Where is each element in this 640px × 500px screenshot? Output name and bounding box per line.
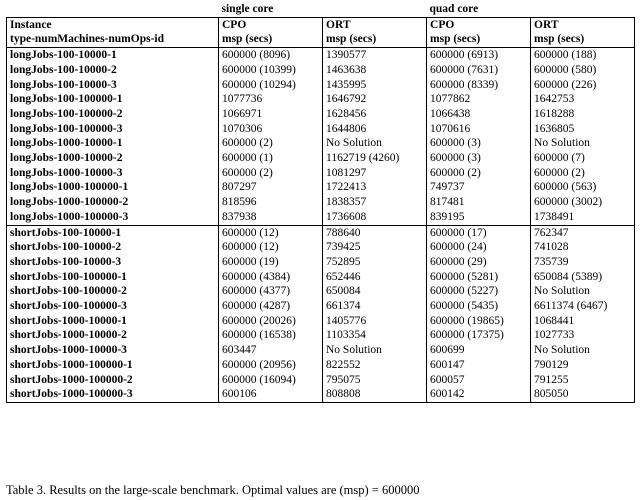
subheader-sc-cpo-unit: msp (secs) bbox=[219, 32, 323, 47]
cell-quad-core-cpo: 600000 (24) bbox=[427, 240, 531, 255]
cell-instance: longJobs-100-10000-3 bbox=[7, 78, 219, 93]
cell-single-core-cpo: 600000 (16538) bbox=[219, 328, 323, 343]
header-row-2 bbox=[7, 32, 635, 47]
table-row bbox=[7, 270, 635, 285]
cell-single-core-ort: 1463638 bbox=[323, 63, 427, 78]
cell-quad-core-cpo: 600000 (3) bbox=[427, 151, 531, 166]
cell-quad-core-cpo: 600000 (3) bbox=[427, 136, 531, 151]
cell-instance: longJobs-100-100000-3 bbox=[7, 122, 219, 137]
cell-quad-core-ort: 790129 bbox=[531, 358, 635, 373]
cell-quad-core-ort: 1636805 bbox=[531, 122, 635, 137]
cell-quad-core-cpo: 600057 bbox=[427, 373, 531, 388]
cell-instance: longJobs-100-10000-1 bbox=[7, 48, 219, 63]
group-header-quad-core: quad core bbox=[429, 3, 479, 15]
cell-single-core-cpo: 600106 bbox=[219, 387, 323, 402]
cell-single-core-cpo: 600000 (10294) bbox=[219, 78, 323, 93]
cell-single-core-cpo: 1066971 bbox=[219, 107, 323, 122]
cell-single-core-cpo: 600000 (4384) bbox=[219, 270, 323, 285]
cell-single-core-ort: 795075 bbox=[323, 373, 427, 388]
cell-instance: longJobs-1000-100000-1 bbox=[7, 180, 219, 195]
cell-single-core-ort: 788640 bbox=[323, 225, 427, 240]
cell-quad-core-ort: 735739 bbox=[531, 255, 635, 270]
cell-instance: shortJobs-100-10000-2 bbox=[7, 240, 219, 255]
cell-single-core-ort: 1390577 bbox=[323, 48, 427, 63]
cell-single-core-ort: 1162719 (4260) bbox=[323, 151, 427, 166]
paper-page bbox=[0, 2, 640, 500]
subheader-sc-ort-unit: msp (secs) bbox=[323, 32, 427, 47]
cell-single-core-ort: 652446 bbox=[323, 270, 427, 285]
cell-instance: shortJobs-1000-100000-1 bbox=[7, 358, 219, 373]
cell-instance: longJobs-1000-10000-2 bbox=[7, 151, 219, 166]
table-row bbox=[7, 387, 635, 402]
table-row bbox=[7, 78, 635, 93]
cell-quad-core-cpo: 1077862 bbox=[427, 92, 531, 107]
cell-single-core-ort: 1405776 bbox=[323, 314, 427, 329]
cell-quad-core-cpo: 600699 bbox=[427, 343, 531, 358]
cell-single-core-ort: 1838357 bbox=[323, 195, 427, 210]
cell-single-core-cpo: 600000 (12) bbox=[219, 225, 323, 240]
table-row bbox=[7, 373, 635, 388]
cell-single-core-cpo: 600000 (2) bbox=[219, 136, 323, 151]
cell-quad-core-cpo: 600000 (7631) bbox=[427, 63, 531, 78]
cell-instance: longJobs-1000-10000-3 bbox=[7, 166, 219, 181]
cell-quad-core-cpo: 600000 (5281) bbox=[427, 270, 531, 285]
cell-instance: shortJobs-1000-10000-2 bbox=[7, 328, 219, 343]
header-sc-cpo: CPO bbox=[219, 17, 323, 32]
cell-quad-core-ort: 600000 (580) bbox=[531, 63, 635, 78]
cell-single-core-ort: 808808 bbox=[323, 387, 427, 402]
cell-quad-core-cpo: 600000 (19865) bbox=[427, 314, 531, 329]
cell-quad-core-ort: 1618288 bbox=[531, 107, 635, 122]
cell-single-core-cpo: 600000 (16094) bbox=[219, 373, 323, 388]
cell-single-core-ort: 752895 bbox=[323, 255, 427, 270]
cell-quad-core-ort: 791255 bbox=[531, 373, 635, 388]
table-row bbox=[7, 255, 635, 270]
cell-single-core-ort: 1736608 bbox=[323, 210, 427, 225]
table-caption: Table 3. Results on the large-scale benchmark. Optimal values are (msp) = 600000 bbox=[6, 483, 420, 497]
cell-single-core-ort: 822552 bbox=[323, 358, 427, 373]
table-row bbox=[7, 314, 635, 329]
cell-quad-core-cpo: 749737 bbox=[427, 180, 531, 195]
subheader-qc-ort-unit: msp (secs) bbox=[531, 32, 635, 47]
cell-single-core-cpo: 600000 (2) bbox=[219, 166, 323, 181]
cell-quad-core-cpo: 600000 (17) bbox=[427, 225, 531, 240]
cell-single-core-cpo: 600000 (20026) bbox=[219, 314, 323, 329]
table-row bbox=[7, 210, 635, 225]
cell-instance: longJobs-100-100000-1 bbox=[7, 92, 219, 107]
table-row bbox=[7, 92, 635, 107]
cell-instance: longJobs-1000-100000-2 bbox=[7, 195, 219, 210]
cell-single-core-cpo: 603447 bbox=[219, 343, 323, 358]
cell-instance: shortJobs-1000-100000-3 bbox=[7, 387, 219, 402]
cell-instance: shortJobs-1000-10000-3 bbox=[7, 343, 219, 358]
cell-quad-core-cpo: 600147 bbox=[427, 358, 531, 373]
cell-single-core-ort: 661374 bbox=[323, 299, 427, 314]
cell-single-core-ort: No Solution bbox=[323, 136, 427, 151]
subheader-qc-cpo-unit: msp (secs) bbox=[427, 32, 531, 47]
group-header-single-core: single core bbox=[221, 3, 274, 15]
cell-single-core-cpo: 600000 (4377) bbox=[219, 284, 323, 299]
table-row bbox=[7, 180, 635, 195]
cell-single-core-cpo: 600000 (10399) bbox=[219, 63, 323, 78]
results-table bbox=[6, 2, 635, 403]
cell-quad-core-cpo: 600142 bbox=[427, 387, 531, 402]
cell-quad-core-ort: 1738491 bbox=[531, 210, 635, 225]
cell-quad-core-cpo: 839195 bbox=[427, 210, 531, 225]
header-qc-ort: ORT bbox=[531, 17, 635, 32]
table-row bbox=[7, 48, 635, 63]
cell-single-core-cpo: 600000 (8096) bbox=[219, 48, 323, 63]
cell-single-core-ort: 1644806 bbox=[323, 122, 427, 137]
cell-single-core-cpo: 807297 bbox=[219, 180, 323, 195]
cell-single-core-ort: 1103354 bbox=[323, 328, 427, 343]
cell-instance: shortJobs-100-10000-3 bbox=[7, 255, 219, 270]
cell-instance: longJobs-100-100000-2 bbox=[7, 107, 219, 122]
cell-quad-core-ort: No Solution bbox=[531, 343, 635, 358]
cell-quad-core-ort: 741028 bbox=[531, 240, 635, 255]
cell-instance: shortJobs-1000-10000-1 bbox=[7, 314, 219, 329]
cell-single-core-ort: 739425 bbox=[323, 240, 427, 255]
cell-quad-core-ort: 600000 (226) bbox=[531, 78, 635, 93]
table-row bbox=[7, 225, 635, 240]
header-qc-cpo: CPO bbox=[427, 17, 531, 32]
cell-single-core-cpo: 1070306 bbox=[219, 122, 323, 137]
cell-single-core-ort: 1628456 bbox=[323, 107, 427, 122]
cell-quad-core-ort: 6611374 (6467) bbox=[531, 299, 635, 314]
cell-single-core-ort: 1081297 bbox=[323, 166, 427, 181]
cell-quad-core-ort: 600000 (2) bbox=[531, 166, 635, 181]
table-row bbox=[7, 358, 635, 373]
subheader-instance-format: type-numMachines-numOps-id bbox=[7, 32, 219, 47]
table-row bbox=[7, 151, 635, 166]
table-row bbox=[7, 195, 635, 210]
cell-single-core-ort: No Solution bbox=[323, 343, 427, 358]
cell-quad-core-cpo: 600000 (5435) bbox=[427, 299, 531, 314]
cell-quad-core-cpo: 1070616 bbox=[427, 122, 531, 137]
group-header-row bbox=[7, 2, 635, 17]
group-header-blank bbox=[7, 2, 219, 17]
cell-instance: shortJobs-100-100000-1 bbox=[7, 270, 219, 285]
cell-single-core-cpo: 837938 bbox=[219, 210, 323, 225]
cell-instance: shortJobs-100-100000-3 bbox=[7, 299, 219, 314]
cell-single-core-cpo: 600000 (20956) bbox=[219, 358, 323, 373]
table-row bbox=[7, 63, 635, 78]
cell-quad-core-cpo: 600000 (2) bbox=[427, 166, 531, 181]
cell-quad-core-ort: 805050 bbox=[531, 387, 635, 402]
cell-quad-core-cpo: 600000 (5227) bbox=[427, 284, 531, 299]
table-row bbox=[7, 107, 635, 122]
cell-single-core-ort: 1722413 bbox=[323, 180, 427, 195]
cell-single-core-cpo: 1077736 bbox=[219, 92, 323, 107]
header-sc-ort: ORT bbox=[323, 17, 427, 32]
cell-quad-core-ort: 1642753 bbox=[531, 92, 635, 107]
cell-quad-core-cpo: 600000 (6913) bbox=[427, 48, 531, 63]
cell-quad-core-cpo: 600000 (29) bbox=[427, 255, 531, 270]
cell-instance: shortJobs-1000-100000-2 bbox=[7, 373, 219, 388]
cell-instance: shortJobs-100-10000-1 bbox=[7, 225, 219, 240]
cell-quad-core-cpo: 1066438 bbox=[427, 107, 531, 122]
cell-instance: longJobs-100-10000-2 bbox=[7, 63, 219, 78]
table-body bbox=[7, 2, 635, 402]
cell-single-core-cpo: 600000 (4287) bbox=[219, 299, 323, 314]
table-row bbox=[7, 166, 635, 181]
cell-instance: shortJobs-100-100000-2 bbox=[7, 284, 219, 299]
cell-single-core-cpo: 600000 (19) bbox=[219, 255, 323, 270]
table-row bbox=[7, 299, 635, 314]
cell-instance: longJobs-1000-10000-1 bbox=[7, 136, 219, 151]
cell-quad-core-ort: 600000 (3002) bbox=[531, 195, 635, 210]
header-row-1 bbox=[7, 17, 635, 32]
cell-quad-core-cpo: 600000 (8339) bbox=[427, 78, 531, 93]
table-row bbox=[7, 240, 635, 255]
table-row bbox=[7, 122, 635, 137]
table-row bbox=[7, 343, 635, 358]
cell-quad-core-cpo: 817481 bbox=[427, 195, 531, 210]
cell-quad-core-ort: No Solution bbox=[531, 284, 635, 299]
header-instance: Instance bbox=[7, 17, 219, 32]
cell-quad-core-ort: 600000 (563) bbox=[531, 180, 635, 195]
cell-single-core-cpo: 600000 (1) bbox=[219, 151, 323, 166]
table-row bbox=[7, 136, 635, 151]
cell-instance: longJobs-1000-100000-3 bbox=[7, 210, 219, 225]
cell-quad-core-ort: 600000 (188) bbox=[531, 48, 635, 63]
cell-quad-core-ort: 762347 bbox=[531, 225, 635, 240]
table-row bbox=[7, 328, 635, 343]
cell-quad-core-ort: 650084 (5389) bbox=[531, 270, 635, 285]
cell-single-core-cpo: 600000 (12) bbox=[219, 240, 323, 255]
cell-quad-core-ort: 1068441 bbox=[531, 314, 635, 329]
cell-single-core-ort: 650084 bbox=[323, 284, 427, 299]
cell-quad-core-cpo: 600000 (17375) bbox=[427, 328, 531, 343]
cell-quad-core-ort: 1027733 bbox=[531, 328, 635, 343]
cell-single-core-ort: 1435995 bbox=[323, 78, 427, 93]
cell-single-core-ort: 1646792 bbox=[323, 92, 427, 107]
table-row bbox=[7, 284, 635, 299]
cell-quad-core-ort: 600000 (7) bbox=[531, 151, 635, 166]
cell-quad-core-ort: No Solution bbox=[531, 136, 635, 151]
cell-single-core-cpo: 818596 bbox=[219, 195, 323, 210]
